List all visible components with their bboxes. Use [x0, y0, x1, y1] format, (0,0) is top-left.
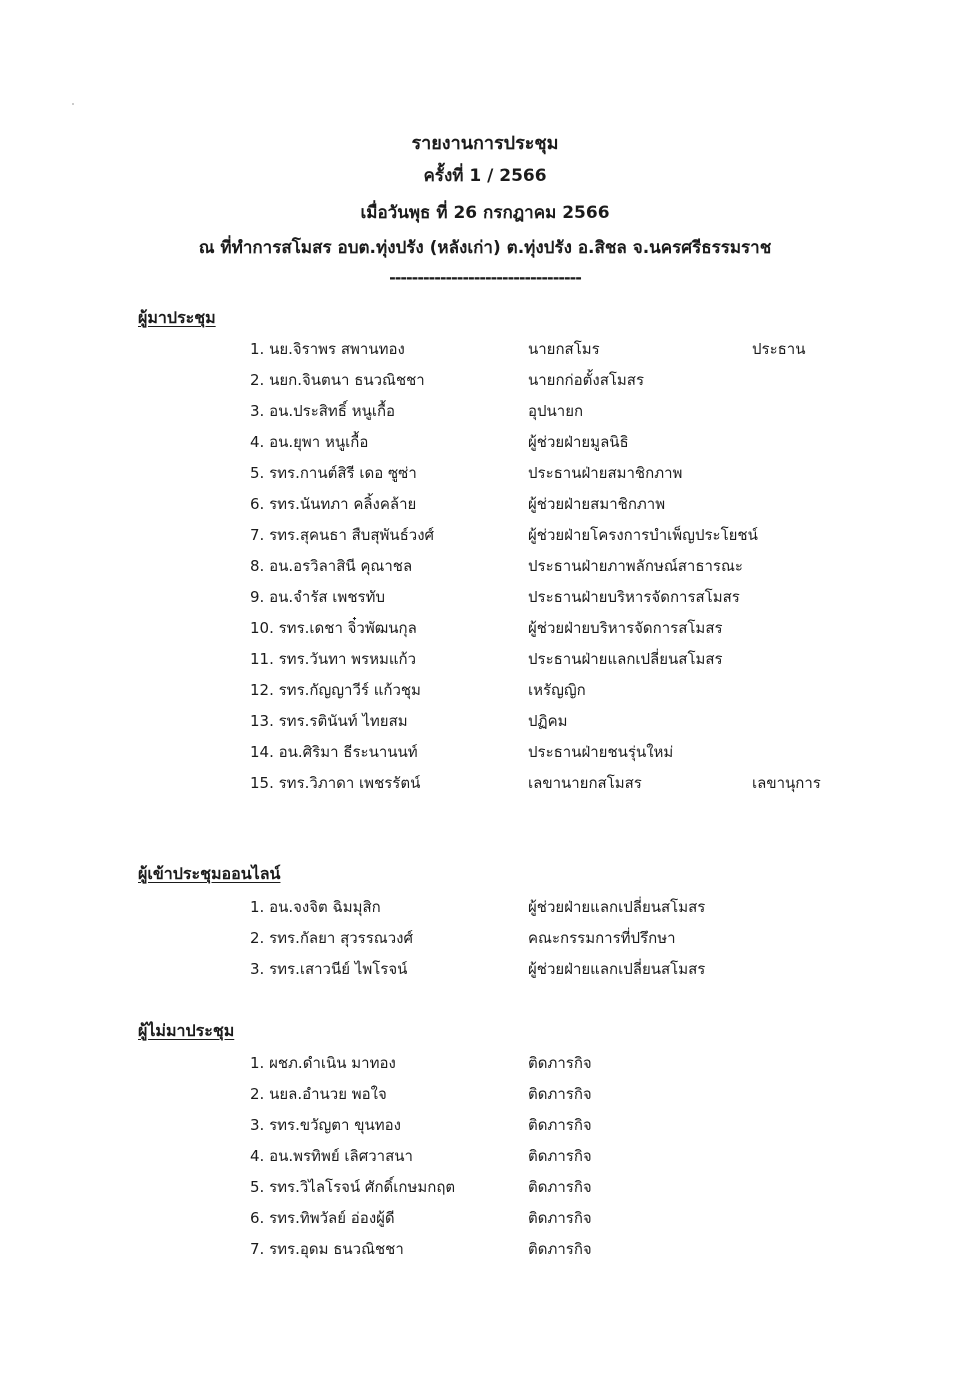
header-divider: ----------------------------------: [389, 268, 581, 287]
list-item: [250, 741, 890, 772]
list-item: [250, 1207, 890, 1238]
member-name: 2. นยล.อำนวย พอใจ: [250, 1085, 387, 1103]
session-number: ครั้งที่ 1 / 2566: [423, 166, 547, 186]
member-name: 13. รทร.รตินันท์ ไทยสม: [250, 712, 408, 730]
member-role: เลขานายกสโมสร: [528, 774, 642, 792]
member-name: 1. อน.จงจิต ฉิมมุสิก: [250, 898, 381, 916]
list-item: [250, 338, 890, 369]
member-role: ติดภารกิจ: [528, 1116, 592, 1134]
scan-speck: [72, 103, 74, 105]
member-role: ผู้ช่วยฝ่ายบริหารจัดการสโมสร: [528, 619, 723, 637]
member-role: คณะกรรมการที่ปรึกษา: [528, 929, 676, 947]
list-item: [250, 679, 890, 710]
member-name: 2. นยก.จินตนา ธนวณิชชา: [250, 371, 425, 389]
list-item: [250, 1238, 890, 1269]
member-name: 14. อน.ศิริมา ธีระนานนท์: [250, 743, 418, 761]
list-item: [250, 493, 890, 524]
member-role: เหรัญญิก: [528, 681, 586, 699]
list-item: [250, 586, 890, 617]
member-name: 5. รทร.วิไลโรจน์ ศักดิ์เกษมกฤต: [250, 1178, 456, 1196]
member-role: ประธานฝ่ายภาพลักษณ์สาธารณะ: [528, 557, 743, 575]
member-role: ผู้ช่วยฝ่ายสมาชิกภาพ: [528, 495, 666, 513]
section-online-title: ผู้เข้าประชุมออนไลน์: [138, 864, 281, 883]
member-role: อุปนายก: [528, 402, 584, 420]
member-role: ติดภารกิจ: [528, 1147, 592, 1165]
member-name: 1. นย.จิราพร สพานทอง: [250, 340, 405, 358]
member-role: ผู้ช่วยฝ่ายแลกเปลี่ยนสโมสร: [528, 960, 706, 978]
member-note: ประธาน: [752, 340, 806, 358]
list-item: [250, 927, 890, 958]
member-name: 10. รทร.เดชา จิ๋วพัฒนกุล: [250, 619, 417, 637]
member-name: 7. รทร.สุคนธา สืบสุพันธ์วงศ์: [250, 526, 435, 544]
list-item: [250, 369, 890, 400]
list-item: [250, 1052, 890, 1083]
member-name: 5. รทร.กานต์สิรี เดอ ซูซ่า: [250, 464, 417, 482]
member-role: ประธานฝ่ายสมาชิกภาพ: [528, 464, 683, 482]
member-name: 4. อน.ยุพา หนูเกื้อ: [250, 433, 369, 451]
member-role: ผู้ช่วยฝ่ายโครงการบำเพ็ญประโยชน์: [528, 526, 758, 544]
member-role: ปฏิคม: [528, 712, 568, 730]
member-name: 15. รทร.วิภาดา เพชรรัตน์: [250, 774, 421, 792]
member-role: นายกสโมร: [528, 340, 600, 358]
member-name: 8. อน.อรวิลาสินี คุณาชล: [250, 557, 413, 575]
member-role: ผู้ช่วยฝ่ายมูลนิธิ: [528, 433, 629, 451]
report-title: รายงานการประชุม: [411, 133, 559, 154]
list-item: [250, 1145, 890, 1176]
list-item: [250, 400, 890, 431]
member-name: 12. รทร.กัญญาวีร์ แก้วชุม: [250, 681, 421, 699]
list-item: [250, 617, 890, 648]
list-item: [250, 648, 890, 679]
member-role: ติดภารกิจ: [528, 1178, 592, 1196]
member-name: 11. รทร.วันทา พรหมแก้ว: [250, 650, 417, 668]
member-name: 3. อน.ประสิทธิ์ หนูเกื้อ: [250, 402, 396, 420]
attendees-list: [250, 338, 890, 803]
member-role: ติดภารกิจ: [528, 1054, 592, 1072]
list-item: [250, 1176, 890, 1207]
member-note: เลขานุการ: [752, 774, 821, 792]
list-item: [250, 431, 890, 462]
member-role: ประธานฝ่ายแลกเปลี่ยนสโมสร: [528, 650, 723, 668]
member-role: ติดภารกิจ: [528, 1085, 592, 1103]
list-item: [250, 958, 890, 989]
member-role: ผู้ช่วยฝ่ายแลกเปลี่ยนสโมสร: [528, 898, 706, 916]
online-list: [250, 896, 890, 989]
member-name: 9. อน.จำรัส เพชรทับ: [250, 588, 385, 606]
member-role: ติดภารกิจ: [528, 1209, 592, 1227]
section-attendees-title: ผู้มาประชุม: [138, 308, 216, 327]
member-name: 6. รทร.นันทภา คลิ้งคล้าย: [250, 495, 417, 513]
meeting-date: เมื่อวันพุธ ที่ 26 กรกฎาคม 2566: [360, 203, 610, 223]
member-role: ประธานฝ่ายบริหารจัดการสโมสร: [528, 588, 740, 606]
list-item: [250, 524, 890, 555]
meeting-location: ณ ที่ทำการสโมสร อบต.ทุ่งปรัง (หลังเก่า) ต.ทุ่งปรัง อ.สิชล จ.นครศรีธรรมราช: [198, 238, 772, 258]
list-item: [250, 896, 890, 927]
list-item: [250, 1083, 890, 1114]
member-name: 7. รทร.อุดม ธนวณิชชา: [250, 1240, 404, 1258]
member-role: นายกก่อตั้งสโมสร: [528, 371, 645, 389]
member-name: 1. ผชภ.ดำเนิน มาทอง: [250, 1054, 396, 1072]
member-name: 6. รทร.ทิพวัลย์ อ่องผู้ดี: [250, 1209, 395, 1227]
list-item: [250, 462, 890, 493]
member-name: 3. รทร.ขวัญตา ขุนทอง: [250, 1116, 401, 1134]
list-item: [250, 555, 890, 586]
member-role: ติดภารกิจ: [528, 1240, 592, 1258]
member-name: 4. อน.พรทิพย์ เลิศวาสนา: [250, 1147, 413, 1165]
member-role: ประธานฝ่ายชนรุ่นใหม่: [528, 743, 674, 761]
member-name: 3. รทร.เสาวนีย์ ไพโรจน์: [250, 960, 408, 978]
section-absent-title: ผู้ไม่มาประชุม: [138, 1021, 235, 1040]
list-item: [250, 772, 890, 803]
absent-list: [250, 1052, 890, 1269]
list-item: [250, 710, 890, 741]
list-item: [250, 1114, 890, 1145]
member-name: 2. รทร.กัลยา สุวรรณวงศ์: [250, 929, 413, 947]
